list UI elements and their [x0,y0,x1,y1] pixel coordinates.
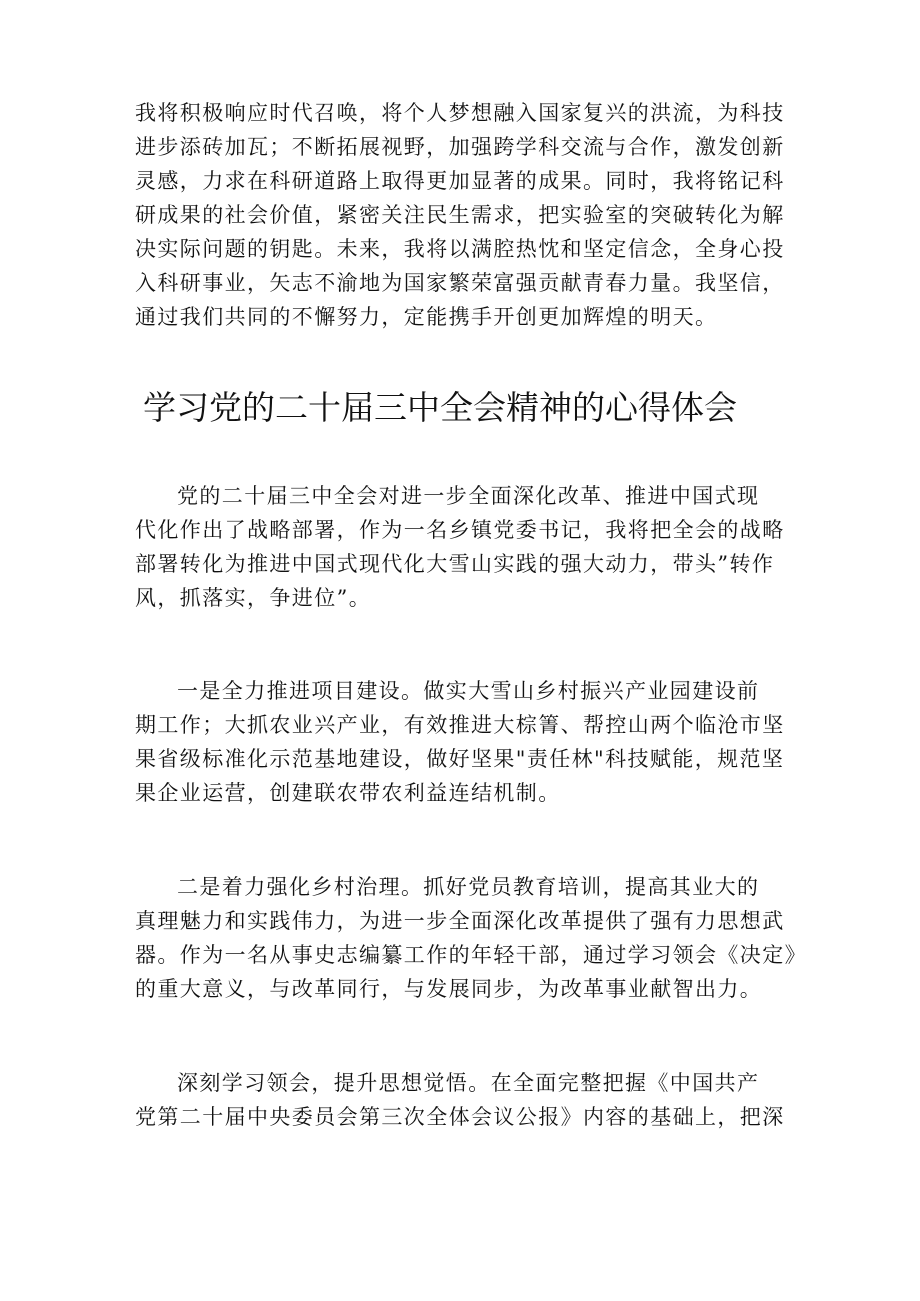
text-line: 真理魅力和实践伟力，为进一步全面深化改革提供了强有力思想武 [135,909,785,933]
text-line: 的重大意义，与改革同行，与发展同步，为改革事业献智出力。 [135,977,763,1001]
text-line: 我将积极响应时代召唤，将个人梦想融入国家复兴的洪流，为科技 [135,101,785,125]
text-line: 器。作为一名从事史志编纂工作的年轻干部，通过学习领会《决定》 [135,943,807,967]
text-line: 期工作；大抓农业兴产业，有效推进大棕箐、帮控山两个临沧市坚 [135,713,785,737]
text-line: 研成果的社会价值，紧密关注民生需求，把实验室的突破转化为解 [135,203,785,227]
paragraph-projects [135,674,795,810]
paragraph-study [135,1066,795,1134]
text-line: 通过我们共同的不懈努力，定能携手开创更加辉煌的明天。 [135,305,718,329]
text-line: 风，抓落实，争进位”。 [135,586,372,610]
text-line: 代化作出了战略部署，作为一名乡镇党委书记，我将把全会的战略 [135,518,785,542]
text-line: 入科研事业，矢志不渝地为国家繁荣富强贡献青春力量。我坚信， [135,271,785,295]
text-line: 果企业运营，创建联农带农利益连结机制。 [135,781,561,805]
text-line: 决实际问题的钥匙。未来，我将以满腔热忱和坚定信念，全身心投 [135,237,785,261]
paragraph-governance [135,870,807,1006]
text-line: 一是全力推进项目建设。做实大雪山乡村振兴产业园建设前 [177,679,760,703]
text-line: 部署转化为推进中国式现代化大雪山实践的强大动力，带头”转作 [135,552,775,576]
text-line: 灵感，力求在科研道路上取得更加显著的成果。同时，我将铭记科 [135,169,785,193]
text-line: 果省级标准化示范基地建设，做好坚果"责任林"科技赋能，规范坚 [135,747,785,771]
text-line: 党的二十届三中全会对进一步全面深化改革、推进中国式现 [177,484,760,508]
document-title: 学习党的二十届三中全会精神的心得体会 [143,388,737,427]
text-line: 二是着力强化乡村治理。抓好党员教育培训，提高其业大的 [177,875,760,899]
intro-paragraph [135,96,795,334]
text-line: 深刻学习领会，提升思想觉悟。在全面完整把握《中国共产 [177,1071,760,1095]
paragraph-overview [135,479,795,615]
text-line: 进步添砖加瓦；不断拓展视野，加强跨学科交流与合作，激发创新 [135,135,785,159]
text-line: 党第二十届中央委员会第三次全体会议公报》内容的基础上，把深 [135,1105,785,1129]
